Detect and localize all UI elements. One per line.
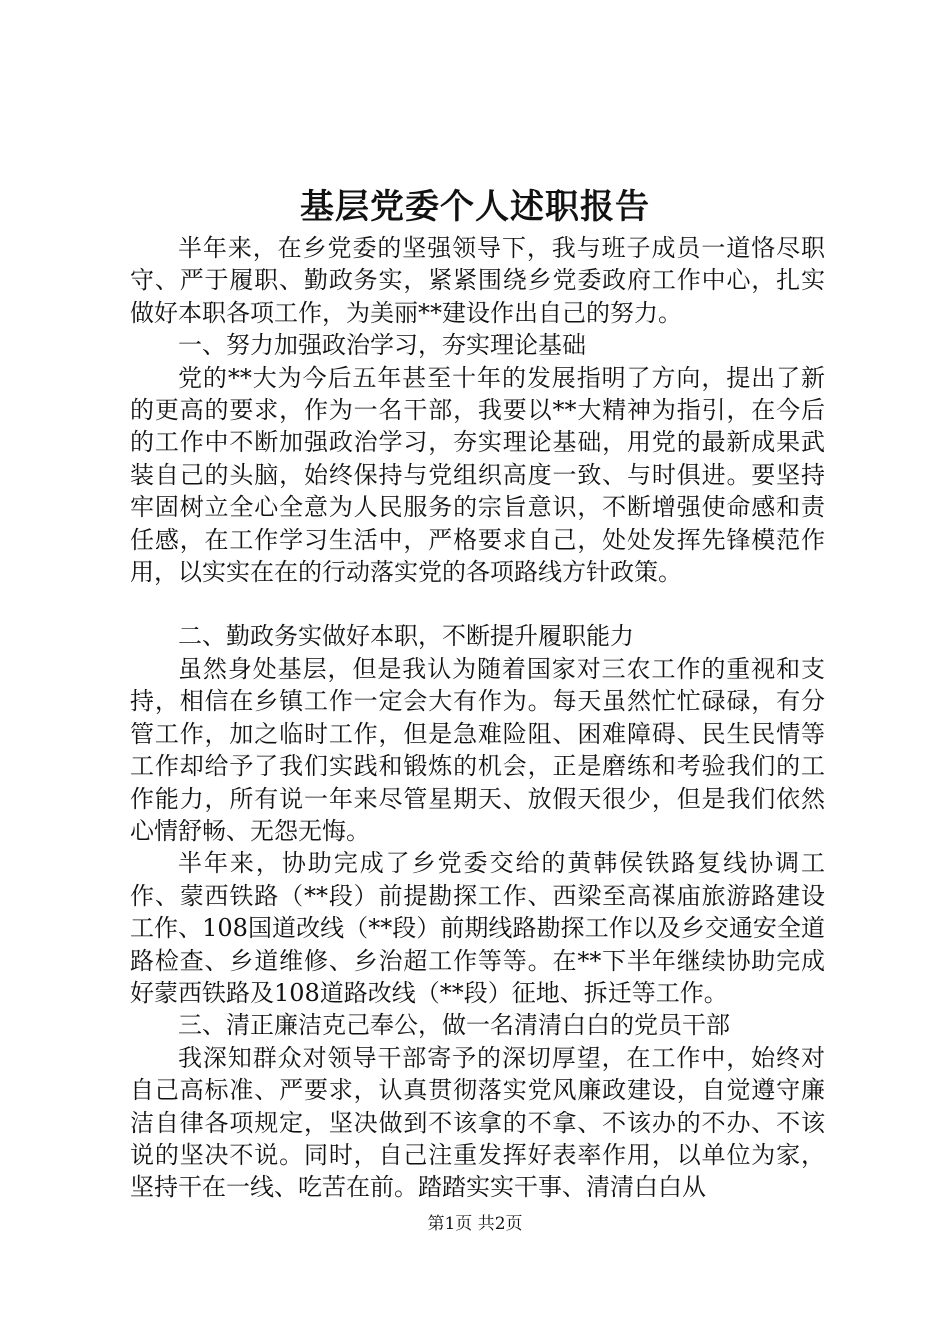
section-1-heading: 一、努力加强政治学习，夯实理论基础 — [178, 331, 586, 360]
section-2-heading: 二、勤政务实做好本职，不断提升履职能力 — [178, 622, 634, 651]
intro-paragraph: 半年来，在乡党委的坚强领导下，我与班子成员一道恪尽职守、严于履职、勤政务实，紧紧围绕乡党委政府工作中心，扎实做好本职各项工作，为美丽**建设作出自己的努力。 — [130, 234, 825, 327]
section-1-paragraph-1: 党的**大为今后五年甚至十年的发展指明了方向，提出了新的更高的要求，作为一名干部，我要以**大精神为指引，在今后的工作中不断加强政治学习，夯实理论基础，用党的最新成果武装自己的头脑，始终保持与党组织高度一致、与时俱进。要坚持牢固树立全心全意为人民服务的宗旨意识，不断增强使命感和责任感，在工作学习生活中，严格要求自己，处处发挥先锋模范作用，以实实在在的行动落实党的各项路线方针政策。 — [130, 363, 825, 587]
section-3-paragraph-1: 我深知群众对领导干部寄予的深切厚望，在工作中，始终对自己高标准、严要求，认真贯彻落实党风廉政建设，自觉遵守廉洁自律各项规定，坚决做到不该拿的不拿、不该办的不办、不该说的坚决不说。同时，自己注重发挥好表率作用，以单位为家，坚持干在一线、吃苦在前。踏踏实实干事、清清白白从 — [130, 1043, 825, 1202]
section-2-paragraph-2: 半年来，协助完成了乡党委交给的黄韩侯铁路复线协调工作、蒙西铁路（**段）前提勘探工作、西梁至高禖庙旅游路建设工作、108国道改线（**段）前期线路勘探工作以及乡交通安全道路检查、乡道维修、乡治超工作等等。在**下半年继续协助完成好蒙西铁路及108道路改线（**段）征地、拆迁等工作。 — [130, 849, 825, 1007]
page-footer: 第1页 共2页 — [427, 1214, 523, 1234]
paragraph-gap — [130, 588, 825, 620]
section-3-heading: 三、清正廉洁克己奉公，做一名清清白白的党员干部 — [178, 1011, 730, 1040]
document-body — [130, 232, 825, 1204]
document-title: 基层党委个人述职报告 — [300, 187, 650, 227]
section-2-paragraph-1: 虽然身处基层，但是我认为随着国家对三农工作的重视和支持，相信在乡镇工作一定会大有作为。每天虽然忙忙碌碌，有分管工作，加之临时工作，但是急难险阻、困难障碍、民生民情等工作却给予了我们实践和锻炼的机会，正是磨练和考验我们的工作能力，所有说一年来尽管星期天、放假天很少，但是我们依然心情舒畅、无怨无悔。 — [130, 654, 825, 845]
